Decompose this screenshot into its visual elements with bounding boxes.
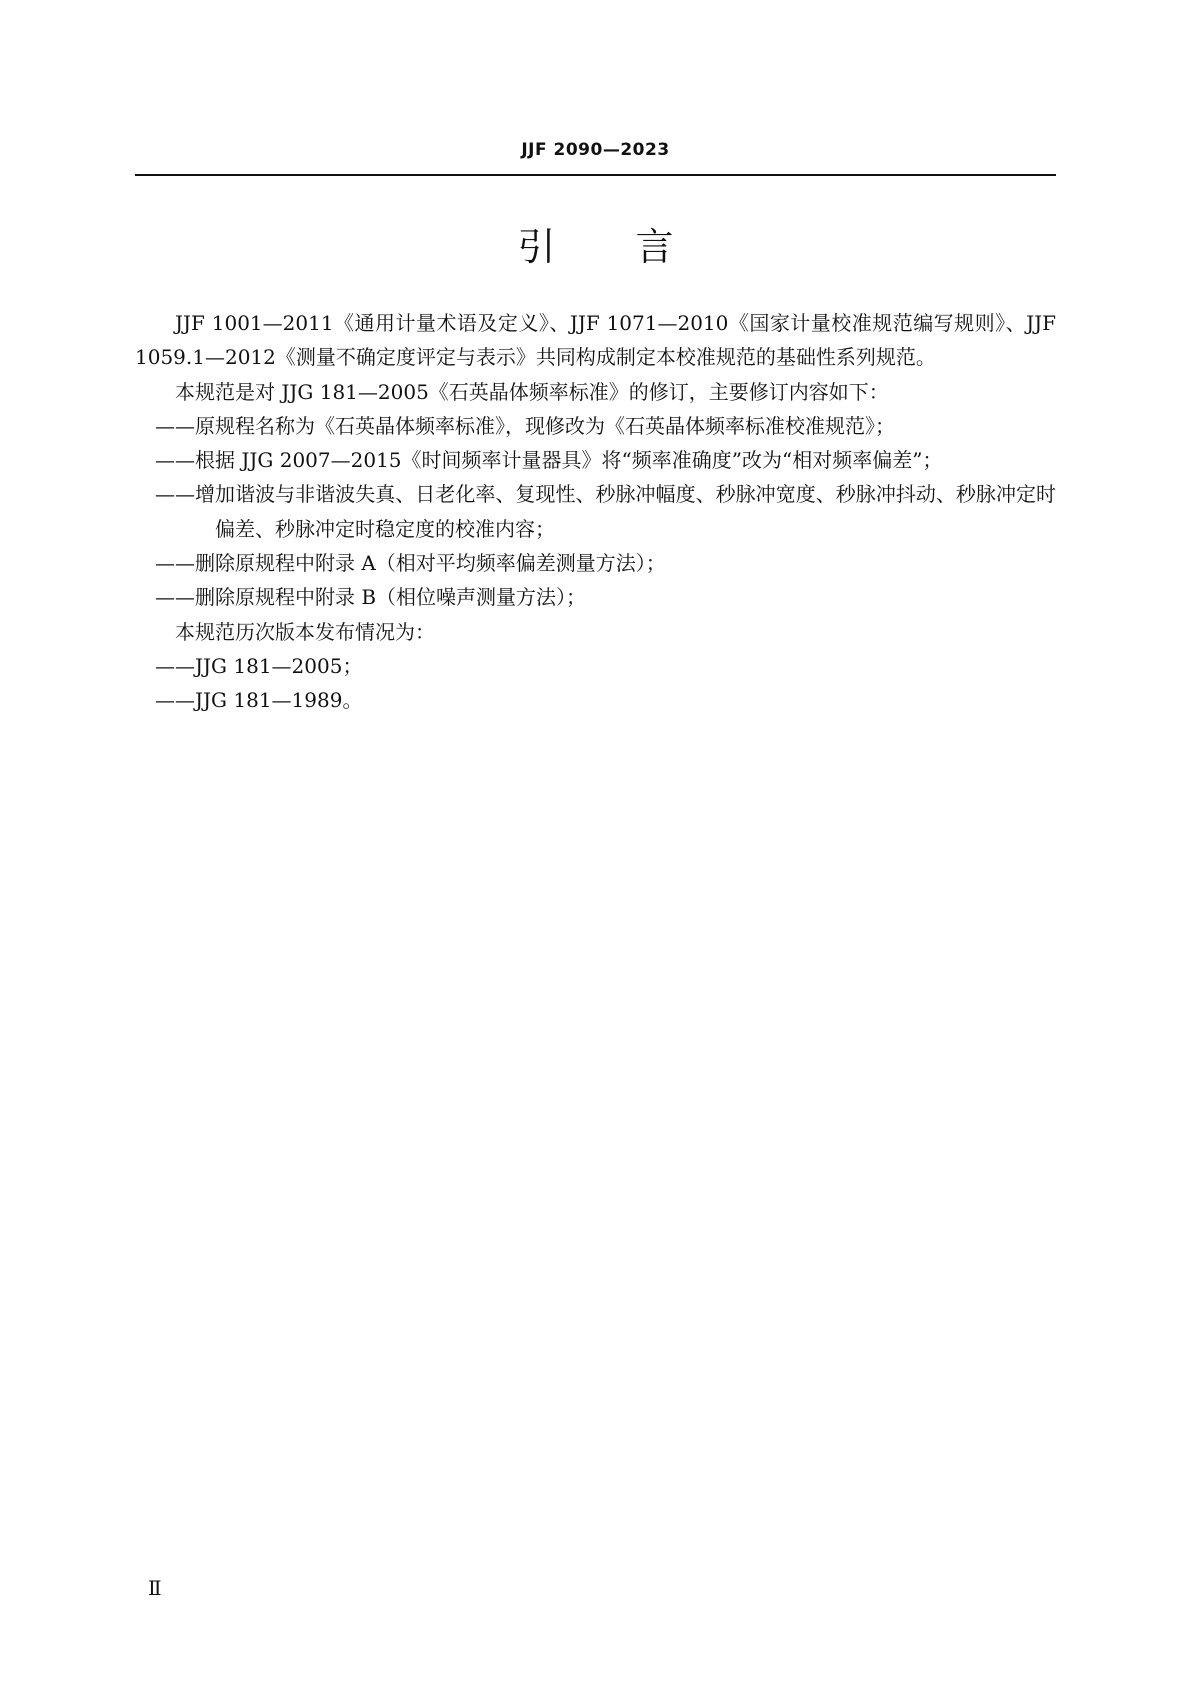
list-item-change: ——删除原规程中附录 B（相位噪声测量方法）； — [155, 585, 587, 610]
list-item-change: ——根据 JJG 2007—2015《时间频率计量器具》将“频率准确度”改为“相对频率偏差”； — [155, 448, 943, 473]
paragraph-history-intro: 本规范历次版本发布情况为： — [175, 619, 435, 644]
body-text — [135, 306, 1056, 718]
list-item-change: ——增加谐波与非谐波失真、日老化率、复现性、秒脉冲幅度、秒脉冲宽度、秒脉冲抖动、秒脉冲定时偏差、秒脉冲定时稳定度的校准内容； — [155, 482, 1056, 541]
paragraph-revision-intro: 本规范是对 JJG 181—2005《石英晶体频率标准》的修订，主要修订内容如下： — [175, 379, 889, 404]
page-title: 引言 — [517, 225, 754, 269]
header-divider — [135, 174, 1056, 176]
list-item-change: ——原规程名称为《石英晶体频率标准》，现修改为《石英晶体频率标准校准规范》； — [155, 413, 895, 438]
document-code: JJF 2090—2023 — [521, 140, 670, 160]
page-number: Ⅱ — [148, 1576, 162, 1600]
paragraph-basis: JJF 1001—2011《通用计量术语及定义》、JJF 1071—2010《国家计量校准规范编写规则》、JJF 1059.1—2012《测量不确定度评定与表示》共同构成制定本校准规范的基础性系列规范。 — [135, 311, 1056, 370]
list-item-history: ——JJG 181—2005； — [155, 653, 363, 678]
list-item-history: ——JJG 181—1989。 — [155, 688, 363, 713]
list-item-change: ——删除原规程中附录 A（相对平均频率偏差测量方法）； — [155, 551, 666, 576]
